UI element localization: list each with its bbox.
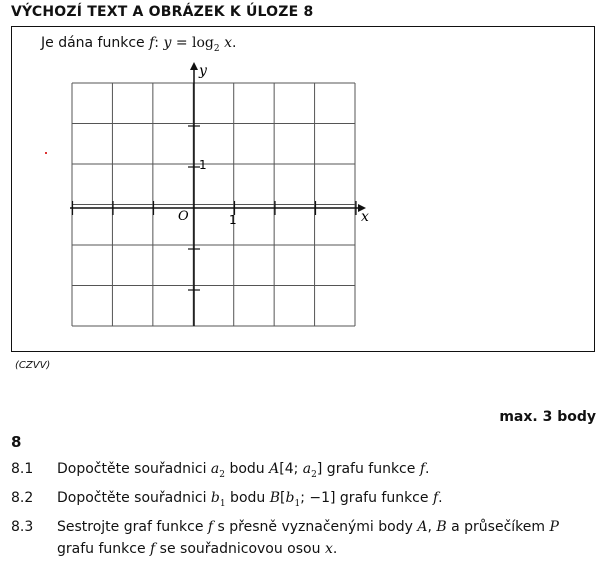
math-f: f bbox=[432, 490, 439, 506]
text: bodu bbox=[225, 490, 270, 506]
math-b: b bbox=[285, 490, 295, 506]
math-a: a bbox=[302, 461, 312, 477]
math-x: x bbox=[324, 541, 333, 557]
subtask-number: 8.1 bbox=[11, 461, 34, 477]
text: grafu funkce bbox=[57, 541, 151, 557]
subtask-number: 8.2 bbox=[11, 490, 34, 506]
math-b: b bbox=[210, 490, 220, 506]
text: Dopočtěte souřadnici bbox=[57, 461, 211, 477]
math-f: f bbox=[419, 461, 426, 477]
math-a: a bbox=[210, 461, 220, 477]
text: ] grafu funkce bbox=[316, 461, 420, 477]
text: [4; bbox=[279, 461, 303, 477]
text: s přesně vyznačenými body bbox=[213, 519, 418, 535]
math-B: B bbox=[269, 490, 281, 506]
axes bbox=[70, 62, 366, 326]
log-symbol: = log bbox=[171, 35, 214, 51]
text: bodu bbox=[225, 461, 270, 477]
subtask-8-3 bbox=[11, 519, 559, 535]
max-points: max. 3 body bbox=[499, 409, 596, 425]
text: [ bbox=[280, 490, 286, 506]
task-number: 8 bbox=[11, 433, 22, 451]
source-note: (CZVV) bbox=[15, 360, 51, 371]
math-f: f bbox=[207, 519, 214, 535]
math-P: P bbox=[549, 519, 559, 535]
text: . bbox=[332, 541, 338, 557]
math-A: A bbox=[417, 519, 428, 535]
math-B: B bbox=[436, 519, 447, 535]
subtask-8-2 bbox=[11, 490, 443, 509]
subtask-number: 8.3 bbox=[11, 519, 34, 535]
y-axis-arrow-icon bbox=[190, 62, 198, 70]
function-symbol: f bbox=[149, 35, 155, 51]
stray-mark bbox=[45, 152, 47, 154]
subtask-8-1 bbox=[11, 461, 429, 480]
grid-lines bbox=[72, 83, 355, 326]
x-symbol: x bbox=[219, 35, 232, 51]
y-symbol: y bbox=[163, 35, 172, 51]
sub-1: 1 bbox=[219, 498, 226, 509]
text: Dopočtěte souřadnici bbox=[57, 490, 211, 506]
text: se souřadnicovou osou bbox=[155, 541, 325, 557]
intro-dot: . bbox=[231, 35, 237, 51]
y-tick-label-1: 1 bbox=[199, 158, 207, 172]
subtask-8-3-line2 bbox=[57, 541, 337, 557]
log-base: 2 bbox=[213, 43, 220, 54]
text: , bbox=[427, 519, 437, 535]
text: ; −1] grafu funkce bbox=[300, 490, 433, 506]
text: . bbox=[438, 490, 443, 506]
text: a průsečíkem bbox=[446, 519, 550, 535]
x-axis-label: x bbox=[361, 209, 369, 225]
sub-1: 1 bbox=[294, 498, 301, 509]
sub-2: 2 bbox=[311, 469, 317, 480]
sub-2: 2 bbox=[219, 469, 225, 480]
intro-prefix: Je dána funkce bbox=[41, 35, 150, 51]
text: . bbox=[425, 461, 430, 477]
intro-colon: : bbox=[154, 35, 164, 51]
math-f: f bbox=[150, 541, 156, 557]
text: Sestrojte graf funkce bbox=[57, 519, 208, 535]
origin-label: O bbox=[178, 209, 189, 224]
x-tick-label-1: 1 bbox=[229, 213, 237, 227]
section-heading: VÝCHOZÍ TEXT A OBRÁZEK K ÚLOZE 8 bbox=[11, 4, 314, 20]
y-axis-label: y bbox=[199, 63, 207, 79]
math-A: A bbox=[269, 461, 280, 477]
